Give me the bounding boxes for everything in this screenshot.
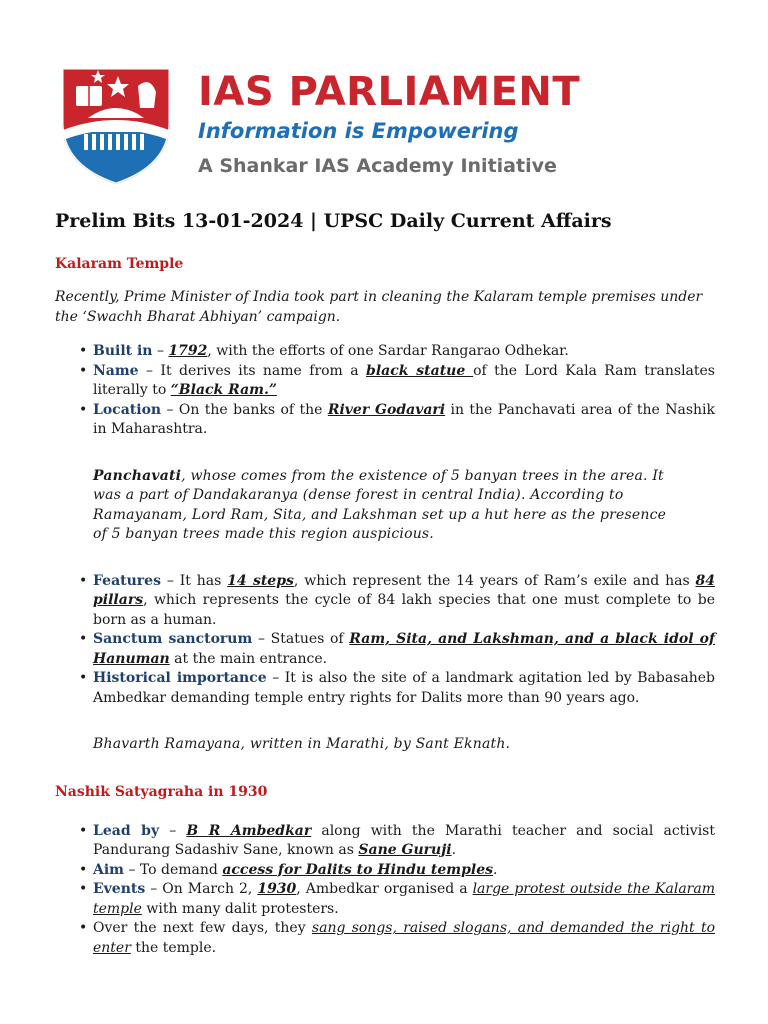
key-label: Built in <box>93 343 153 359</box>
satyagraha-facts-list <box>55 822 715 959</box>
panchavati-note: Panchavati, whose comes from the existence of 5 banyan trees in the area. It was a part of Dandakaranya (dense forest in central India). According to Ramayanam, Lord Ram, Sita, and Lakshman set up a hut here as the presence of 5 banyan trees made this region auspicious. <box>93 467 667 542</box>
key-label: Location <box>93 401 162 418</box>
article-body <box>55 206 715 958</box>
kalaram-features-list <box>55 572 715 709</box>
header-banner <box>58 62 718 187</box>
section-heading-nashik-satyagraha: Nashik Satyagraha in 1930 <box>55 783 268 800</box>
key-label: Historical importance <box>93 670 267 686</box>
list-item: • Sanctum sanctorum – Statues of Ram, Sita, and Lakshman, and a black idol of Hanuman at the main entrance. <box>93 630 715 669</box>
key-label: Aim <box>93 861 124 878</box>
list-item: • Features – It has 14 steps, which represent the 14 years of Ram’s exile and has 84 pillars, which represents the cycle of 84 lakh species that one must complete to be born as a human. <box>93 572 715 631</box>
list-item: • Over the next few days, they sang songs, raised slogans, and demanded the right to enter the temple. <box>93 919 715 958</box>
list-item: • Name – It derives its name from a black statue of the Lord Kala Ram translates literally to “Black Ram.” <box>93 362 715 401</box>
key-label: Sanctum sanctorum <box>93 631 253 647</box>
page-title: Prelim Bits 13-01-2024 | UPSC Daily Current Affairs <box>55 210 612 232</box>
list-item: • Historical importance – It is also the site of a landmark agitation led by Babasaheb Ambedkar demanding temple entry rights for Dalits more than 90 years ago. <box>93 669 715 708</box>
bhavarth-note: Bhavarth Ramayana, written in Marathi, by Sant Eknath. <box>93 736 511 752</box>
list-item: • Lead by – B R Ambedkar along with the Marathi teacher and social activist Pandurang Sadashiv Sane, known as Sane Guruji. <box>93 822 715 861</box>
kalaram-facts-list <box>55 342 715 440</box>
section-heading-kalaram-temple: Kalaram Temple <box>55 256 184 272</box>
list-item: • Built in – 1792, with the efforts of one Sardar Rangarao Odhekar. <box>93 342 715 362</box>
ias-parliament-logo-icon <box>58 62 174 186</box>
brand-name: IAS PARLIAMENT <box>198 69 581 115</box>
key-label: Events <box>93 881 146 897</box>
key-label: Features <box>93 572 161 589</box>
list-item: • Events – On March 2, 1930, Ambedkar organised a large protest outside the Kalaram temple with many dalit protesters. <box>93 880 715 919</box>
key-label: Name <box>93 362 139 379</box>
key-label: Lead by <box>93 822 160 839</box>
list-item: • Aim – To demand access for Dalits to Hindu temples. <box>93 861 715 881</box>
list-item: • Location – On the banks of the River Godavari in the Panchavati area of the Nashik in Maharashtra. <box>93 401 715 440</box>
intro-paragraph: Recently, Prime Minister of India took part in cleaning the Kalaram temple premises under the ‘Swachh Bharat Abhiyan’ campaign. <box>55 289 703 325</box>
brand-tagline: Information is Empowering <box>198 119 519 143</box>
brand-subline: A Shankar IAS Academy Initiative <box>198 155 557 177</box>
